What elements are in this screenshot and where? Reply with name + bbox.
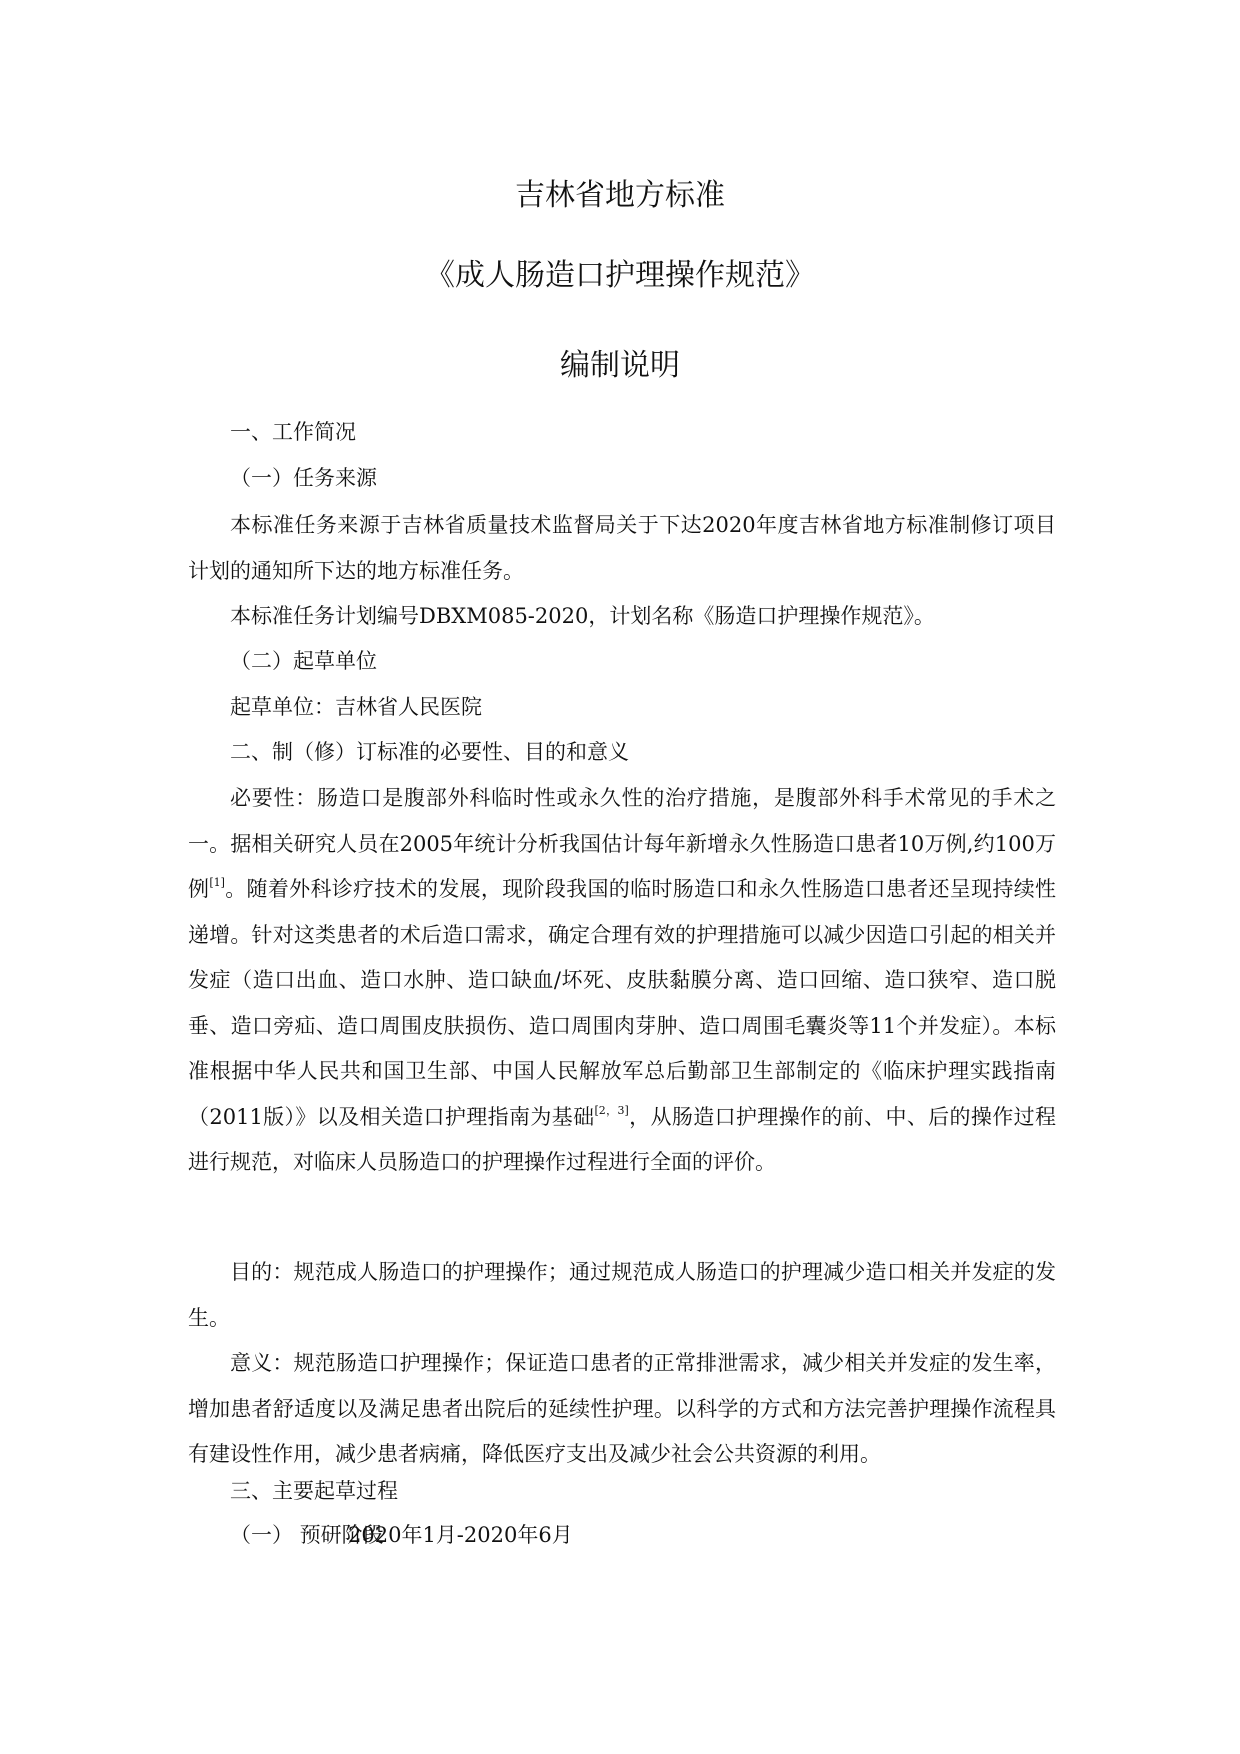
section-heading-drafting-process: 三、主要起草过程 (230, 1479, 398, 1503)
reference-marker-1: [1] (209, 876, 225, 889)
necessity-text-part2: 。随着外科诊疗技术的发展，现阶段我国的临时肠造口和永久性肠造口患者还呈现持续性递增。针对这类患者的术后造口需求，确定合理有效的护理措施可以减少因造口引起的相关并发症（造口出血、造口水肿、造口缺血/坏死、皮肤黏膜分离、造口回缩、造口狭窄、造口脱垂、造口旁疝、造口周围皮肤损伤、造口周围肉芽肿、造口周围毛囊炎等11个并发症）。本标准根据中华人民共和国卫生部、中国人民解放军总后勤部卫生部制定的《临床护理实践指南（2011版）》以及相关造口护理指南为基础 (188, 877, 1056, 1129)
section-heading-necessity: 二、制（修）订标准的必要性、目的和意义 (230, 740, 629, 764)
paragraph-task-source: 本标准任务来源于吉林省质量技术监督局关于下达2020年度吉林省地方标准制修订项目计划的通知所下达的地方标准任务。 (188, 513, 1056, 583)
paragraph-significance: 意义：规范肠造口护理操作；保证造口患者的正常排泄需求，减少相关并发症的发生率，增加患者舒适度以及满足患者出院后的延续性护理。以科学的方式和方法完善护理操作流程具有建设性作用，减少患者病痛，降低医疗支出及减少社会公共资源的利用。 (188, 1351, 1056, 1466)
standard-name-title: 《成人肠造口护理操作规范》 (425, 258, 815, 293)
explanation-title: 编制说明 (560, 348, 680, 383)
necessity-text-part3: ，从肠造口护理操作的前、中、后的操作过程进行规范，对临床人员肠造口的护理操作过程进行全面的评价。 (188, 1104, 1056, 1174)
subsection-heading-task-source: （一）任务来源 (230, 466, 377, 490)
stage-preresearch (230, 1520, 573, 1550)
stage-period: 2020年1月-2020年6月 (348, 1523, 573, 1547)
paragraph-purpose: 目的：规范成人肠造口的护理操作；通过规范成人肠造口的护理减少造口相关并发症的发生。 (188, 1260, 1056, 1330)
necessity-text-part1: 必要性：肠造口是腹部外科临时性或永久性的治疗措施，是腹部外科手术常见的手术之一。据相关研究人员在2005年统计分析我国估计每年新增永久性肠造口患者10万例,约100万例 (188, 786, 1056, 901)
reference-marker-2-3: [2，3] (594, 1103, 629, 1117)
paragraph-drafting-unit: 起草单位：吉林省人民医院 (230, 695, 482, 719)
subsection-heading-drafting-unit: （二）起草单位 (230, 649, 377, 673)
paragraph-necessity (188, 776, 1056, 1186)
paragraph-plan-number: 本标准任务计划编号DBXM085-2020，计划名称《肠造口护理操作规范》。 (230, 604, 935, 628)
document-title: 吉林省地方标准 (515, 178, 725, 213)
section-heading-work-overview: 一、工作简况 (230, 420, 356, 444)
stage-label: （一） 预研阶段 (230, 1523, 384, 1547)
